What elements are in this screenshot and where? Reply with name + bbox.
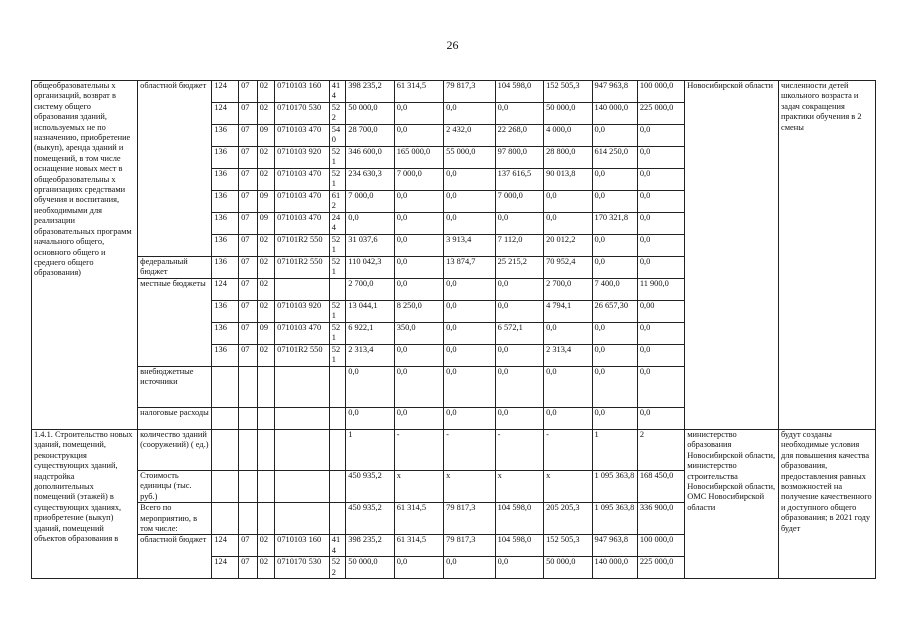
value-cell: 13 044,1 [346, 301, 394, 323]
value-cell: 165 000,0 [394, 147, 443, 169]
code-cell: 0710103 920 [275, 301, 330, 323]
funding-source: местные бюджеты [138, 279, 212, 367]
code-cell: 02 [257, 345, 275, 367]
code-cell: 09 [257, 191, 275, 213]
value-cell: 25 215,2 [495, 257, 543, 279]
value-cell: 0,0 [444, 367, 496, 408]
value-cell: - [394, 430, 443, 471]
value-cell: x [495, 471, 543, 503]
value-cell: 0,0 [444, 169, 496, 191]
code-cell [257, 408, 275, 430]
code-cell: 07 [239, 81, 258, 103]
code-cell: 0710103 470 [275, 169, 330, 191]
code-cell: 09 [257, 323, 275, 345]
value-cell: 0,0 [637, 147, 684, 169]
value-cell: 0,0 [495, 557, 543, 579]
code-cell: 136 [212, 323, 239, 345]
code-cell [239, 408, 258, 430]
funding-source: налоговые расходы [138, 408, 212, 430]
code-cell: 02 [257, 169, 275, 191]
value-cell: 100 000,0 [637, 535, 684, 557]
value-cell: 140 000,0 [592, 103, 637, 125]
value-cell: 4 794,1 [544, 301, 592, 323]
code-cell: 02 [257, 301, 275, 323]
value-cell: 2 [637, 430, 684, 471]
code-cell: 07 [239, 191, 258, 213]
value-cell: 8 250,0 [394, 301, 443, 323]
code-cell: 07 [239, 235, 258, 257]
code-cell: 02 [257, 257, 275, 279]
table-row [32, 430, 876, 471]
code-cell: 136 [212, 191, 239, 213]
code-cell: 124 [212, 81, 239, 103]
code-cell: 02 [257, 147, 275, 169]
value-cell: 0,0 [495, 279, 543, 301]
value-cell: 225 000,0 [637, 557, 684, 579]
value-cell: 11 900,0 [637, 279, 684, 301]
code-cell: 24 4 [329, 213, 345, 235]
result-cell: численности детей школьного возраста и задач сокращения практики обучения в 2 смены [778, 81, 875, 430]
value-cell: 22 268,0 [495, 125, 543, 147]
value-cell: 0,0 [637, 323, 684, 345]
code-cell: 0710103 160 [275, 535, 330, 557]
value-cell: 0,0 [637, 213, 684, 235]
value-cell: 7 400,0 [592, 279, 637, 301]
page-number: 26 [446, 38, 459, 52]
code-cell [257, 367, 275, 408]
code-cell: 02 [257, 535, 275, 557]
code-cell: 07101R2 550 [275, 345, 330, 367]
value-cell: 7 112,0 [495, 235, 543, 257]
value-cell: 0,0 [444, 345, 496, 367]
value-cell: 2 313,4 [544, 345, 592, 367]
code-cell [275, 408, 330, 430]
code-cell: 41 4 [329, 81, 345, 103]
code-cell: 07 [239, 535, 258, 557]
program-measures-table [31, 80, 876, 579]
value-cell: 0,0 [394, 125, 443, 147]
value-cell: 26 657,30 [592, 301, 637, 323]
value-cell: 90 013,8 [544, 169, 592, 191]
value-cell: 28 700,0 [346, 125, 394, 147]
value-cell: 398 235,2 [346, 535, 394, 557]
code-cell: 0710103 920 [275, 147, 330, 169]
code-cell [329, 430, 345, 471]
table-row [32, 81, 876, 103]
code-cell [212, 503, 239, 535]
value-cell: 0,0 [637, 125, 684, 147]
value-cell: - [544, 430, 592, 471]
funding-source: Стоимость единицы (тыс. руб.) [138, 471, 212, 503]
code-cell [257, 503, 275, 535]
value-cell: 0,0 [444, 557, 496, 579]
value-cell: 0,0 [637, 257, 684, 279]
value-cell: 0,0 [394, 103, 443, 125]
code-cell [275, 367, 330, 408]
code-cell [275, 430, 330, 471]
code-cell: 0710103 160 [275, 81, 330, 103]
value-cell: 0,0 [495, 408, 543, 430]
value-cell: 0,0 [637, 408, 684, 430]
value-cell: - [495, 430, 543, 471]
value-cell: 0,0 [444, 323, 496, 345]
value-cell: 0,0 [637, 169, 684, 191]
value-cell: 110 042,3 [346, 257, 394, 279]
value-cell: 2 700,0 [346, 279, 394, 301]
value-cell: 0,0 [495, 367, 543, 408]
value-cell: 1 095 363,8 [592, 471, 637, 503]
code-cell: 61 2 [329, 191, 345, 213]
value-cell: 2 700,0 [544, 279, 592, 301]
code-cell: 07 [239, 103, 258, 125]
code-cell: 02 [257, 103, 275, 125]
code-cell: 52 1 [329, 345, 345, 367]
value-cell: 614 250,0 [592, 147, 637, 169]
value-cell: 0,0 [592, 323, 637, 345]
value-cell: 0,0 [637, 367, 684, 408]
value-cell: 61 314,5 [394, 535, 443, 557]
value-cell: 0,0 [394, 345, 443, 367]
value-cell: 0,0 [346, 367, 394, 408]
value-cell: 1 095 363,8 [592, 503, 637, 535]
code-cell [329, 408, 345, 430]
value-cell: 31 037,6 [346, 235, 394, 257]
value-cell: 1 [346, 430, 394, 471]
code-cell: 52 1 [329, 169, 345, 191]
code-cell: 07 [239, 147, 258, 169]
value-cell: 79 817,3 [444, 81, 496, 103]
value-cell: 50 000,0 [346, 103, 394, 125]
value-cell: 1 [592, 430, 637, 471]
value-cell: 97 800,0 [495, 147, 543, 169]
funding-source: количество зданий (сооружений) ( ед.) [138, 430, 212, 471]
code-cell [212, 367, 239, 408]
value-cell: 0,0 [592, 408, 637, 430]
code-cell: 136 [212, 125, 239, 147]
executor-cell: министерство образования Новосибирской области, министерство строительства Новосибирской области, ОМС Новосибирской области [685, 430, 779, 579]
value-cell: 947 963,8 [592, 81, 637, 103]
code-cell [329, 471, 345, 503]
code-cell: 124 [212, 535, 239, 557]
code-cell [329, 367, 345, 408]
value-cell: 13 874,7 [444, 257, 496, 279]
result-cell: будут созданы необходимые условия для повышения качества образования, предоставления равных возможностей на получение качественного и доступного общего образования; в 2021 году будет [778, 430, 875, 579]
value-cell: 0,0 [637, 345, 684, 367]
value-cell: 0,0 [394, 191, 443, 213]
value-cell: 0,0 [444, 301, 496, 323]
value-cell: 0,0 [394, 235, 443, 257]
code-cell: 0710170 530 [275, 557, 330, 579]
value-cell: 55 000,0 [444, 147, 496, 169]
value-cell: 104 598,0 [495, 535, 543, 557]
code-cell: 41 4 [329, 535, 345, 557]
value-cell: 0,0 [592, 191, 637, 213]
value-cell: 346 600,0 [346, 147, 394, 169]
value-cell: 0,0 [544, 213, 592, 235]
funding-source: областной бюджет [138, 81, 212, 257]
code-cell [257, 471, 275, 503]
value-cell: 0,0 [544, 367, 592, 408]
code-cell: 07 [239, 345, 258, 367]
code-cell: 136 [212, 301, 239, 323]
code-cell: 07101R2 550 [275, 235, 330, 257]
value-cell: 2 313,4 [346, 345, 394, 367]
value-cell: 350,0 [394, 323, 443, 345]
value-cell: 0,0 [544, 323, 592, 345]
value-cell: 50 000,0 [544, 103, 592, 125]
value-cell: 168 450,0 [637, 471, 684, 503]
code-cell: 136 [212, 147, 239, 169]
value-cell: 450 935,2 [346, 471, 394, 503]
value-cell: 61 314,5 [394, 503, 443, 535]
code-cell: 07101R2 550 [275, 257, 330, 279]
value-cell: 79 817,3 [444, 503, 496, 535]
code-cell: 07 [239, 323, 258, 345]
value-cell: 4 000,0 [544, 125, 592, 147]
code-cell: 02 [257, 235, 275, 257]
code-cell [239, 471, 258, 503]
value-cell: 450 935,2 [346, 503, 394, 535]
code-cell: 124 [212, 103, 239, 125]
value-cell: 152 505,3 [544, 535, 592, 557]
value-cell: 2 432,0 [444, 125, 496, 147]
value-cell: 0,0 [592, 169, 637, 191]
code-cell [257, 430, 275, 471]
value-cell: 0,0 [637, 235, 684, 257]
value-cell: 70 952,4 [544, 257, 592, 279]
value-cell: 0,00 [637, 301, 684, 323]
code-cell: 0710103 470 [275, 323, 330, 345]
measure-description: общеобразовательны х организаций, возврат в систему общего образования зданий, используемых не по назначению, приобретение (выкуп), аренда зданий и помещений, в том числе оснащение новых мест в общеобразовательны х организациях средствами обучения и воспитания, необходимыми для реализации образовательных программ начального общего, основного общего и среднего общего образования) [32, 81, 138, 430]
value-cell: 104 598,0 [495, 81, 543, 103]
value-cell: 0,0 [394, 557, 443, 579]
code-cell [275, 503, 330, 535]
code-cell: 54 0 [329, 125, 345, 147]
code-cell: 0710103 470 [275, 191, 330, 213]
code-cell: 02 [257, 81, 275, 103]
code-cell [239, 367, 258, 408]
code-cell: 52 2 [329, 103, 345, 125]
value-cell: 0,0 [544, 191, 592, 213]
value-cell: 398 235,2 [346, 81, 394, 103]
value-cell: 0,0 [592, 345, 637, 367]
value-cell: 6 922,1 [346, 323, 394, 345]
measure-description: 1.4.1. Строительство новых зданий, помещений, реконструкция существующих зданий, надстройка дополнительных помещений (этажей) в существующих зданиях, приобретение (выкуп) зданий, помещений объектов образования в [32, 430, 138, 579]
value-cell: 152 505,3 [544, 81, 592, 103]
value-cell: 3 913,4 [444, 235, 496, 257]
value-cell: 79 817,3 [444, 535, 496, 557]
value-cell: 137 616,5 [495, 169, 543, 191]
value-cell: 234 630,3 [346, 169, 394, 191]
value-cell: 0,0 [394, 257, 443, 279]
code-cell: 02 [257, 557, 275, 579]
code-cell: 136 [212, 235, 239, 257]
value-cell: 7 000,0 [346, 191, 394, 213]
value-cell: 104 598,0 [495, 503, 543, 535]
code-cell: 136 [212, 345, 239, 367]
funding-source: федеральный бюджет [138, 257, 212, 279]
code-cell: 07 [239, 301, 258, 323]
value-cell: 50 000,0 [346, 557, 394, 579]
code-cell [275, 471, 330, 503]
code-cell: 52 1 [329, 235, 345, 257]
value-cell: 100 000,0 [637, 81, 684, 103]
code-cell: 07 [239, 557, 258, 579]
code-cell: 07 [239, 213, 258, 235]
value-cell: 28 800,0 [544, 147, 592, 169]
code-cell [212, 471, 239, 503]
funding-source: Всего по мероприятию, в том числе: [138, 503, 212, 535]
value-cell: 7 000,0 [495, 191, 543, 213]
value-cell: - [444, 430, 496, 471]
value-cell: 140 000,0 [592, 557, 637, 579]
code-cell: 136 [212, 257, 239, 279]
code-cell: 07 [239, 125, 258, 147]
value-cell: x [394, 471, 443, 503]
value-cell: 50 000,0 [544, 557, 592, 579]
value-cell: 0,0 [444, 408, 496, 430]
code-cell: 124 [212, 557, 239, 579]
value-cell: x [544, 471, 592, 503]
value-cell: 336 900,0 [637, 503, 684, 535]
value-cell: 947 963,8 [592, 535, 637, 557]
value-cell: 0,0 [444, 103, 496, 125]
value-cell: 61 314,5 [394, 81, 443, 103]
code-cell [329, 503, 345, 535]
code-cell: 52 1 [329, 323, 345, 345]
code-cell: 52 1 [329, 301, 345, 323]
code-cell [239, 503, 258, 535]
value-cell: 0,0 [495, 213, 543, 235]
code-cell: 09 [257, 213, 275, 235]
value-cell: 0,0 [592, 125, 637, 147]
executor-cell: Новосибирской области [685, 81, 779, 430]
code-cell [212, 430, 239, 471]
value-cell: 205 205,3 [544, 503, 592, 535]
value-cell: 0,0 [544, 408, 592, 430]
value-cell: 0,0 [346, 408, 394, 430]
value-cell: 0,0 [637, 191, 684, 213]
code-cell [239, 430, 258, 471]
funding-source: областной бюджет [138, 535, 212, 579]
value-cell: 0,0 [346, 213, 394, 235]
value-cell: 0,0 [592, 257, 637, 279]
code-cell: 0710103 470 [275, 125, 330, 147]
code-cell: 07 [239, 169, 258, 191]
value-cell: 0,0 [495, 301, 543, 323]
code-cell: 09 [257, 125, 275, 147]
code-cell [329, 279, 345, 301]
value-cell: 0,0 [592, 367, 637, 408]
code-cell [275, 279, 330, 301]
value-cell: 0,0 [444, 191, 496, 213]
funding-source: внебюджетные источники [138, 367, 212, 408]
value-cell: 0,0 [592, 235, 637, 257]
value-cell: 0,0 [394, 408, 443, 430]
value-cell: 0,0 [394, 367, 443, 408]
value-cell: 225 000,0 [637, 103, 684, 125]
value-cell: 20 012,2 [544, 235, 592, 257]
code-cell: 52 1 [329, 147, 345, 169]
code-cell: 52 1 [329, 257, 345, 279]
code-cell: 07 [239, 279, 258, 301]
value-cell: 7 000,0 [394, 169, 443, 191]
code-cell: 52 2 [329, 557, 345, 579]
code-cell: 136 [212, 169, 239, 191]
value-cell: 0,0 [444, 279, 496, 301]
value-cell: 170 321,8 [592, 213, 637, 235]
code-cell [212, 408, 239, 430]
value-cell: 0,0 [495, 345, 543, 367]
code-cell: 02 [257, 279, 275, 301]
value-cell: 0,0 [394, 279, 443, 301]
value-cell: x [444, 471, 496, 503]
value-cell: 0,0 [394, 213, 443, 235]
value-cell: 0,0 [495, 103, 543, 125]
code-cell: 0710103 470 [275, 213, 330, 235]
code-cell: 07 [239, 257, 258, 279]
code-cell: 136 [212, 213, 239, 235]
value-cell: 0,0 [444, 213, 496, 235]
value-cell: 6 572,1 [495, 323, 543, 345]
code-cell: 124 [212, 279, 239, 301]
code-cell: 0710170 530 [275, 103, 330, 125]
